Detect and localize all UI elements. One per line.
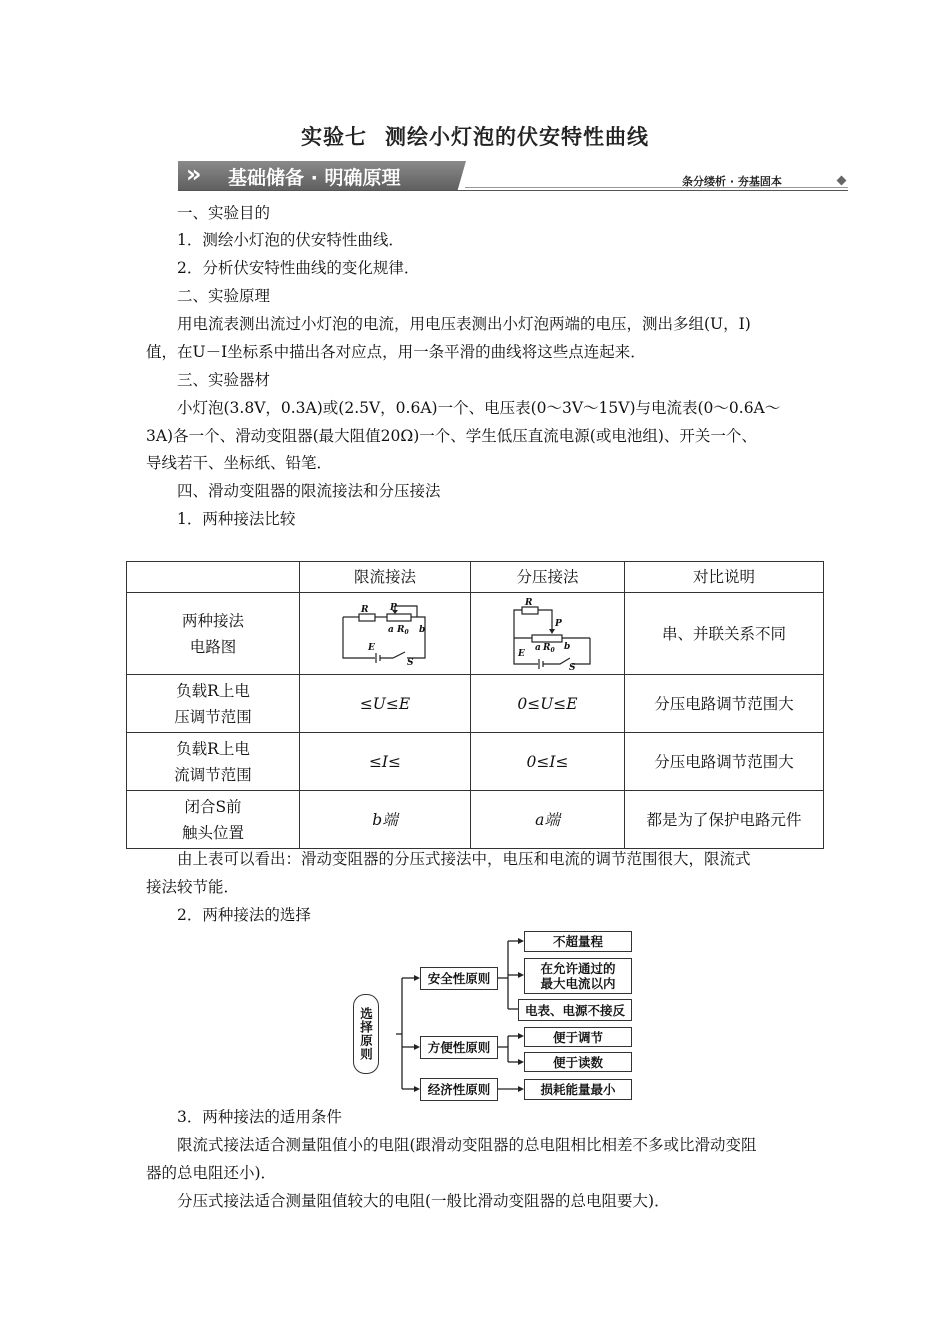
heading-principle: 二、实验原理: [177, 287, 271, 305]
table-header-cell: 限流接法: [300, 562, 471, 593]
voltage-divider-circuit-diagram: [471, 593, 625, 675]
page-title: [0, 121, 950, 151]
row-label: [127, 733, 300, 791]
comparison-note: 都是为了保护电路元件: [625, 791, 824, 849]
conditions-heading: 3．两种接法的适用条件: [177, 1108, 342, 1126]
slider-position-divider: a端: [471, 791, 625, 849]
row-label-line: 两种接法: [181, 611, 244, 630]
table-row: [127, 593, 824, 675]
flowchart-leaf: 便于读数: [524, 1052, 632, 1072]
conclusion-line-1: 由上表可以看出：滑动变阻器的分压式接法中，电压和电流的调节范围很大，限流式: [177, 850, 751, 868]
table-row: [127, 733, 824, 791]
title-experiment-name: 测绘小灯泡的伏安特性曲线: [385, 125, 649, 149]
banner-right-caption: 条分缕析 · 夯基固本: [682, 175, 782, 188]
row-label: [127, 593, 300, 675]
principle-line-1: 用电流表测出流过小灯泡的电流，用电压表测出小灯泡两端的电压，测出多组(U，I): [177, 315, 751, 333]
voltage-divider-circuit-svg: [498, 598, 598, 670]
endpoint-a-label: a: [534, 642, 541, 653]
row-label-line: 电路图: [189, 637, 237, 656]
conditions-line-3: 分压式接法适合测量阻值较大的电阻(一般比滑动变阻器的总电阻要大)．: [177, 1192, 670, 1210]
flowchart-leaf: 损耗能量最小: [524, 1079, 632, 1100]
table-header-cell: [127, 562, 300, 593]
resistor-label: R: [524, 597, 532, 608]
slider-label: P: [390, 602, 397, 613]
comparison-heading: 1．两种接法比较: [177, 510, 296, 528]
selection-heading: 2．两种接法的选择: [177, 906, 311, 924]
banner-underline: [178, 190, 848, 191]
switch-label: S: [568, 662, 575, 670]
row-label-line: 闭合S前: [184, 797, 242, 816]
equipment-line-1: 小灯泡(3.8V，0.3A)或(2.5V，0.6A)一个、电压表(0～3V～15V)与电流表(0～0.6A～: [177, 399, 781, 417]
slider-position-limiting: b端: [300, 791, 471, 849]
table-header-cell: 对比说明: [625, 562, 824, 593]
comparison-note: 串、并联关系不同: [625, 593, 824, 675]
row-label-line: 压调节范围: [174, 707, 252, 726]
heading-purpose: 一、实验目的: [177, 204, 271, 222]
current-range-divider: 0≤I≤: [471, 733, 625, 791]
endpoint-b-label: b: [419, 624, 426, 635]
rheostat-label: [396, 625, 409, 636]
flowchart-leaf: 电表、电源不接反: [518, 999, 632, 1021]
emf-label: E: [517, 648, 525, 659]
voltage-range-limiting: ≤U≤E: [300, 675, 471, 733]
rheostat-label-main: R: [397, 624, 405, 635]
heading-rheostat: 四、滑动变阻器的限流接法和分压接法: [177, 482, 441, 500]
row-label: [127, 675, 300, 733]
current-limiting-circuit-svg: [335, 603, 435, 665]
table-header-row: [127, 562, 824, 593]
rheostat-label-sub: 0: [549, 646, 555, 654]
emf-label: E: [368, 642, 375, 653]
comparison-note: 分压电路调节范围大: [625, 675, 824, 733]
rheostat-label: [542, 643, 555, 654]
row-label-line: 负载R上电: [176, 681, 250, 700]
equipment-line-2: 3A)各一个、滑动变阻器(最大阻值20Ω)一个、学生低压直流电源(或电池组)、开关一个、: [146, 427, 757, 445]
flowchart-branch-safety: 安全性原则: [420, 967, 498, 990]
banner-overline: [465, 187, 848, 188]
title-experiment-number: 实验七: [301, 125, 367, 149]
rheostat-label-sub: 0: [404, 628, 409, 636]
double-chevron-icon: »: [186, 160, 196, 188]
table-row: [127, 791, 824, 849]
comparison-note: 分压电路调节范围大: [625, 733, 824, 791]
flowchart-branch-economy: 经济性原则: [420, 1078, 498, 1101]
flowchart-leaf: 便于调节: [524, 1027, 632, 1047]
slider-label: P: [554, 618, 562, 629]
current-limiting-circuit-diagram: [300, 593, 471, 675]
table-row: [127, 675, 824, 733]
endpoint-a-label: a: [388, 624, 394, 635]
current-range-limiting: ≤I≤: [300, 733, 471, 791]
comparison-table: [126, 561, 824, 849]
row-label-line: 触头位置: [181, 823, 244, 842]
banner-label: 基础储备 · 明确原理: [228, 167, 401, 189]
principle-line-2: 值，在U－I坐标系中描出各对应点，用一条平滑的曲线将这些点连起来．: [146, 343, 646, 361]
diamond-icon: [837, 176, 847, 186]
conclusion-line-2: 接法较节能．: [146, 878, 240, 896]
conditions-line-1: 限流式接法适合测量阻值小的电阻(跟滑动变阻器的总电阻相比相差不多或比滑动变阻: [177, 1136, 757, 1154]
conditions-line-2: 器的总电阻还小)．: [146, 1164, 277, 1182]
heading-equipment: 三、实验器材: [177, 371, 271, 389]
endpoint-b-label: b: [563, 641, 570, 652]
row-label-line: 负载R上电: [176, 739, 250, 758]
equipment-line-3: 导线若干、坐标纸、铅笔．: [146, 454, 333, 472]
purpose-item-2: 2．分析伏安特性曲线的变化规律．: [177, 259, 420, 277]
flowchart-leaf: 在允许通过的 最大电流以内: [524, 958, 632, 994]
purpose-item-1: 1．测绘小灯泡的伏安特性曲线．: [177, 231, 404, 249]
row-label-line: 流调节范围: [174, 765, 252, 784]
table-header-cell: 分压接法: [471, 562, 625, 593]
flowchart-root: 选择原则: [353, 994, 379, 1074]
switch-label: S: [407, 657, 414, 665]
flowchart-leaf: 不超量程: [524, 931, 632, 952]
resistor-label: R: [361, 604, 369, 615]
voltage-range-divider: 0≤U≤E: [471, 675, 625, 733]
flowchart-branch-convenience: 方便性原则: [420, 1036, 498, 1059]
row-label: [127, 791, 300, 849]
rheostat-label-main: R: [542, 642, 550, 653]
